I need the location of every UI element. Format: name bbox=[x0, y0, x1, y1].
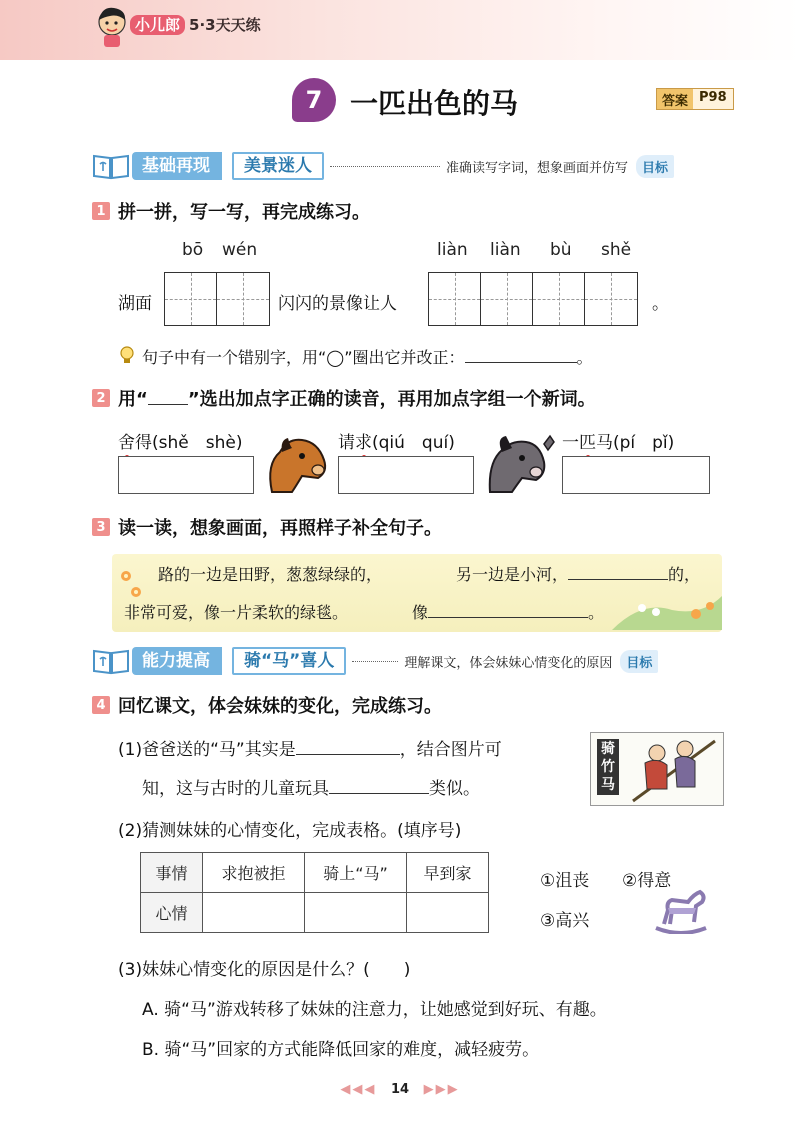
reading-item-2: 请求(qiú quí) bbox=[338, 433, 455, 453]
page-footer bbox=[0, 1082, 800, 1097]
table-answer-cell[interactable] bbox=[203, 893, 305, 933]
writing-cell[interactable] bbox=[429, 273, 481, 325]
book-icon bbox=[90, 647, 132, 675]
right-arrows-icon: ▶▶▶ bbox=[423, 1082, 460, 1097]
fill-sentence-line1: 另一边是小河， 的， bbox=[456, 565, 701, 584]
part1-line2: 知，这与古时的儿童玩具 类似。 bbox=[142, 779, 480, 799]
horse-head-brown-icon bbox=[262, 434, 330, 498]
writing-grid-a[interactable] bbox=[164, 272, 270, 326]
part2-instruction: (2)猜测妹妹的心情变化，完成表格。(填序号) bbox=[118, 821, 462, 841]
table-header-cell: 骑上“马” bbox=[305, 853, 407, 893]
mascot-icon bbox=[96, 6, 128, 48]
writing-grid-b[interactable] bbox=[428, 272, 638, 326]
table-header-cell: 早到家 bbox=[407, 853, 489, 893]
sentence-prefix: 湖面 bbox=[118, 294, 152, 314]
bamboo-horse-picture bbox=[590, 732, 724, 806]
answer-page: P98 bbox=[693, 89, 733, 109]
goal-tag: 目标 bbox=[620, 650, 658, 673]
mood-table bbox=[140, 852, 489, 933]
question-title: 读一读，想象画面，再照样子补全句子。 bbox=[118, 518, 442, 539]
writing-cell[interactable] bbox=[481, 273, 533, 325]
table-header-cell: 事情 bbox=[141, 853, 203, 893]
book-icon bbox=[90, 152, 132, 180]
writing-cell[interactable] bbox=[585, 273, 637, 325]
dotted-divider bbox=[352, 661, 398, 662]
pinyin: liàn bbox=[490, 240, 521, 260]
answer-box-2[interactable] bbox=[338, 456, 474, 494]
lightbulb-icon bbox=[118, 345, 136, 369]
answer-box-1[interactable] bbox=[118, 456, 254, 494]
choice-b[interactable]: B. 骑“马”回家的方式能降低回家的难度，减轻疲劳。 bbox=[142, 1040, 540, 1060]
answer-reference bbox=[656, 88, 734, 110]
grass-flowers-icon bbox=[612, 586, 722, 634]
table-header-cell: 求抱被拒 bbox=[203, 853, 305, 893]
brand-name: 小儿郎 bbox=[130, 15, 185, 35]
table-answer-cell[interactable] bbox=[407, 893, 489, 933]
part1-line1: (1)爸爸送的“马”其实是 ，结合图片可 bbox=[118, 740, 502, 760]
sentence-suffix: 。 bbox=[652, 294, 669, 314]
hint-end: 。 bbox=[576, 348, 593, 367]
section-header-advanced bbox=[90, 645, 658, 677]
section-goal: 准确读写字词，想象画面并仿写 bbox=[446, 160, 629, 176]
rocking-horse-icon bbox=[650, 888, 712, 938]
goal-tag: 目标 bbox=[636, 155, 674, 178]
pinyin: shě bbox=[601, 240, 632, 260]
lesson-title: 一匹出色的马 bbox=[350, 87, 519, 120]
sample-sentence-line2: 非常可爱，像一片柔软的绿毯。 bbox=[124, 603, 349, 622]
dotted-divider bbox=[330, 166, 440, 167]
children-riding-icon bbox=[623, 735, 721, 805]
pinyin: liàn bbox=[437, 240, 468, 260]
dotted-char: 求 bbox=[355, 433, 372, 453]
question-title: 拼一拼，写一写，再完成练习。 bbox=[118, 202, 370, 223]
correction-blank[interactable] bbox=[465, 362, 577, 363]
hint-instruction: 句子中有一个错别字，用“◯”圈出它并改正： bbox=[142, 348, 465, 367]
fill-blank[interactable] bbox=[428, 617, 588, 618]
option: ③高兴 bbox=[540, 911, 590, 931]
question-title: 回忆课文，体会妹妹的变化，完成练习。 bbox=[118, 696, 442, 717]
section-label: 能力提高 bbox=[132, 647, 222, 675]
brand-series: 5·3天天练 bbox=[189, 16, 261, 34]
title-part: 用“ bbox=[118, 389, 148, 410]
section-tag: 美景迷人 bbox=[232, 152, 324, 180]
question-number: 2 bbox=[92, 389, 110, 407]
section-goal: 理解课文，体会妹妹心情变化的原因 bbox=[404, 655, 613, 671]
writing-cell[interactable] bbox=[217, 273, 269, 325]
section-tag: 骑“马”喜人 bbox=[232, 647, 346, 675]
sample-sentence-line1: 路的一边是田野，葱葱绿绿的， bbox=[158, 565, 383, 584]
section-label: 基础再现 bbox=[132, 152, 222, 180]
fill-blank[interactable] bbox=[329, 793, 429, 794]
sentence-middle: 闪闪的景像让人 bbox=[278, 294, 397, 314]
writing-cell[interactable] bbox=[165, 273, 217, 325]
fill-blank[interactable] bbox=[568, 579, 668, 580]
reading-item-3: 一匹马(pí pǐ) bbox=[562, 433, 675, 453]
table-answer-cell[interactable] bbox=[305, 893, 407, 933]
hint-text bbox=[142, 345, 593, 368]
fill-blank[interactable] bbox=[296, 754, 400, 755]
fill-sentence-line2: 像 。 bbox=[412, 603, 605, 622]
table-row bbox=[141, 893, 489, 933]
writing-cell[interactable] bbox=[533, 273, 585, 325]
reading-item-1: 舍得(shě shè) bbox=[118, 433, 243, 453]
picture-caption: 骑 竹 马 bbox=[597, 739, 619, 795]
pinyin: wén bbox=[222, 240, 258, 260]
brand bbox=[130, 14, 261, 35]
answer-label: 答案 bbox=[657, 89, 693, 109]
horse-head-gray-icon bbox=[484, 434, 556, 498]
part3-question: (3)妹妹心情变化的原因是什么？( ) bbox=[118, 960, 411, 980]
pinyin: bù bbox=[550, 240, 572, 260]
table-row bbox=[141, 853, 489, 893]
table-row-label: 心情 bbox=[141, 893, 203, 933]
pinyin: bō bbox=[182, 240, 204, 260]
option: ①沮丧 bbox=[540, 871, 590, 891]
question-title bbox=[118, 385, 596, 411]
option: ②得意 bbox=[622, 871, 672, 891]
choice-a[interactable]: A. 骑“马”游戏转移了妹妹的注意力，让她感觉到好玩、有趣。 bbox=[142, 1000, 607, 1020]
section-header-basic bbox=[90, 150, 674, 182]
page-number: 14 bbox=[390, 1082, 410, 1097]
dotted-char: 匹 bbox=[579, 433, 596, 453]
question-number: 3 bbox=[92, 518, 110, 536]
question-number: 4 bbox=[92, 696, 110, 714]
lesson-number-badge: 7 bbox=[292, 78, 336, 122]
left-arrows-icon: ◀◀◀ bbox=[340, 1082, 377, 1097]
question-number: 1 bbox=[92, 202, 110, 220]
dotted-char: 舍 bbox=[118, 433, 135, 453]
underline-sample bbox=[148, 404, 188, 405]
answer-box-3[interactable] bbox=[562, 456, 710, 494]
title-part: ”选出加点字正确的读音，再用加点字组一个新词。 bbox=[187, 389, 596, 410]
